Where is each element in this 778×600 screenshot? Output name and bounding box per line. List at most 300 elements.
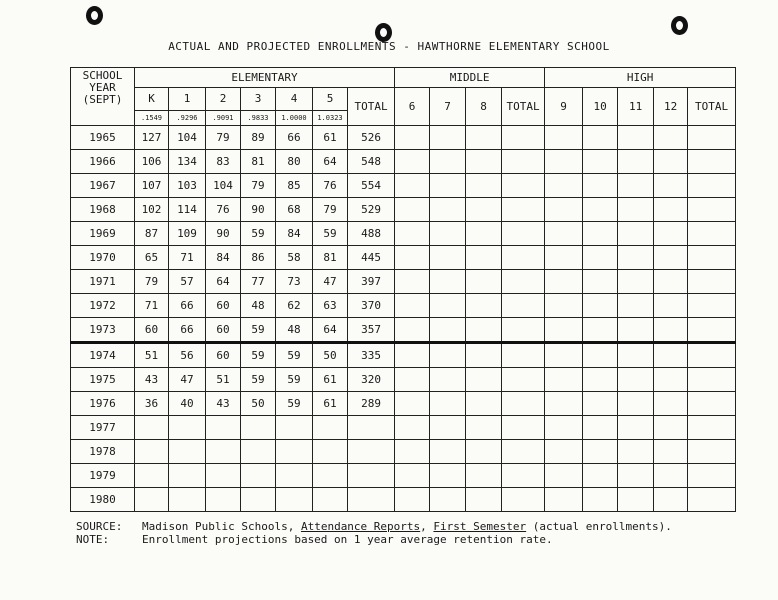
enrollment-cell: 68 <box>276 198 313 222</box>
elementary-total-cell: 526 <box>348 126 395 150</box>
high-cell <box>618 440 654 464</box>
enrollment-cell: 59 <box>276 368 313 392</box>
source-first-semester: First Semester <box>433 520 527 533</box>
enrollment-cell: 103 <box>169 174 206 198</box>
table-row <box>71 440 736 464</box>
high-cell <box>618 126 654 150</box>
table-row <box>71 488 736 512</box>
enrollment-cell <box>276 440 313 464</box>
enrollment-cell: 60 <box>206 294 241 318</box>
elementary-total-cell: 320 <box>348 368 395 392</box>
middle-cell <box>466 368 502 392</box>
year-cell: 1972 <box>71 294 135 318</box>
middle-cell <box>502 150 545 174</box>
elementary-total-cell: 548 <box>348 150 395 174</box>
year-cell: 1974 <box>71 343 135 368</box>
enrollment-cell: 76 <box>313 174 348 198</box>
middle-cell <box>466 198 502 222</box>
high-cell <box>618 294 654 318</box>
enrollment-cell: 61 <box>313 368 348 392</box>
elementary-total-cell: 289 <box>348 392 395 416</box>
high-cell <box>545 343 583 368</box>
enrollment-cell: 79 <box>206 126 241 150</box>
elementary-total-cell <box>348 464 395 488</box>
high-cell <box>583 222 618 246</box>
high-cell <box>654 368 688 392</box>
grade-header: 10 <box>583 88 618 126</box>
middle-cell <box>395 318 430 343</box>
enrollment-cell: 59 <box>276 343 313 368</box>
middle-cell <box>466 294 502 318</box>
source-separator: , <box>420 520 434 533</box>
high-cell <box>654 270 688 294</box>
footer-notes <box>76 520 672 546</box>
middle-cell <box>395 222 430 246</box>
elementary-total-cell <box>348 416 395 440</box>
high-cell <box>583 416 618 440</box>
table-row <box>71 464 736 488</box>
enrollment-cell <box>206 488 241 512</box>
middle-cell <box>395 246 430 270</box>
year-header-line1: SCHOOL <box>82 69 123 82</box>
enrollment-cell: 66 <box>169 294 206 318</box>
middle-cell <box>395 392 430 416</box>
retention-rate: .9091 <box>206 111 241 126</box>
high-cell <box>654 488 688 512</box>
high-cell <box>688 246 736 270</box>
enrollment-cell: 36 <box>135 392 169 416</box>
elementary-total-cell: 357 <box>348 318 395 343</box>
enrollment-cell <box>241 440 276 464</box>
high-cell <box>618 270 654 294</box>
high-cell <box>688 343 736 368</box>
high-cell <box>583 318 618 343</box>
high-cell <box>583 246 618 270</box>
enrollment-cell: 90 <box>206 222 241 246</box>
middle-cell <box>466 392 502 416</box>
middle-cell <box>430 318 466 343</box>
enrollment-cell: 59 <box>313 222 348 246</box>
high-cell <box>618 246 654 270</box>
year-header-line3: (SEPT) <box>82 93 123 106</box>
table-row <box>71 126 736 150</box>
high-cell <box>688 126 736 150</box>
enrollment-cell: 59 <box>241 343 276 368</box>
middle-cell <box>430 246 466 270</box>
enrollment-cell <box>135 464 169 488</box>
enrollment-cell: 60 <box>206 318 241 343</box>
middle-cell <box>430 488 466 512</box>
middle-cell <box>430 270 466 294</box>
high-cell <box>545 222 583 246</box>
enrollment-cell: 102 <box>135 198 169 222</box>
high-cell <box>545 174 583 198</box>
high-cell <box>545 318 583 343</box>
middle-cell <box>502 392 545 416</box>
enrollment-cell <box>241 464 276 488</box>
enrollment-cell: 66 <box>169 318 206 343</box>
high-cell <box>618 392 654 416</box>
grade-header: 4 <box>276 88 313 111</box>
middle-cell <box>430 416 466 440</box>
year-cell: 1967 <box>71 174 135 198</box>
enrollment-cell <box>276 464 313 488</box>
enrollment-table <box>70 67 736 512</box>
year-cell: 1970 <box>71 246 135 270</box>
high-cell <box>583 368 618 392</box>
middle-cell <box>502 440 545 464</box>
middle-cell <box>466 416 502 440</box>
enrollment-cell: 84 <box>206 246 241 270</box>
high-cell <box>688 488 736 512</box>
middle-cell <box>430 150 466 174</box>
enrollment-cell <box>206 416 241 440</box>
high-cell <box>688 150 736 174</box>
grade-header: 8 <box>466 88 502 126</box>
elementary-total-cell <box>348 440 395 464</box>
enrollment-cell: 56 <box>169 343 206 368</box>
enrollment-cell <box>276 416 313 440</box>
elementary-total-cell: 488 <box>348 222 395 246</box>
high-cell <box>654 440 688 464</box>
high-cell <box>583 464 618 488</box>
middle-cell <box>430 126 466 150</box>
high-cell <box>545 270 583 294</box>
enrollment-cell: 73 <box>276 270 313 294</box>
note-text: Enrollment projections based on 1 year average retention rate. <box>142 533 553 546</box>
middle-cell <box>430 368 466 392</box>
enrollment-cell: 80 <box>276 150 313 174</box>
enrollment-cell: 65 <box>135 246 169 270</box>
grade-header: 11 <box>618 88 654 126</box>
enrollment-cell: 106 <box>135 150 169 174</box>
elementary-total-header: TOTAL <box>348 88 395 126</box>
table-row <box>71 198 736 222</box>
high-cell <box>654 126 688 150</box>
enrollment-cell <box>206 464 241 488</box>
enrollment-cell: 60 <box>206 343 241 368</box>
year-cell: 1971 <box>71 270 135 294</box>
table-row <box>71 150 736 174</box>
middle-cell <box>466 246 502 270</box>
high-cell <box>583 270 618 294</box>
enrollment-cell: 40 <box>169 392 206 416</box>
high-cell <box>618 174 654 198</box>
high-cell <box>545 488 583 512</box>
source-suffix: (actual enrollments). <box>526 520 672 533</box>
middle-cell <box>430 464 466 488</box>
middle-cell <box>395 174 430 198</box>
middle-cell <box>430 343 466 368</box>
enrollment-cell: 60 <box>135 318 169 343</box>
grade-header: 5 <box>313 88 348 111</box>
enrollment-cell: 66 <box>276 126 313 150</box>
group-high: HIGH <box>545 68 736 88</box>
high-cell <box>545 440 583 464</box>
table-row <box>71 318 736 343</box>
high-cell <box>583 488 618 512</box>
retention-rate: 1.0000 <box>276 111 313 126</box>
enrollment-cell: 81 <box>241 150 276 174</box>
high-cell <box>545 294 583 318</box>
enrollment-cell: 63 <box>313 294 348 318</box>
enrollment-cell <box>241 416 276 440</box>
enrollment-cell <box>313 440 348 464</box>
middle-cell <box>502 294 545 318</box>
middle-cell <box>502 464 545 488</box>
high-cell <box>688 222 736 246</box>
elementary-total-cell: 554 <box>348 174 395 198</box>
source-attendance-reports: Attendance Reports <box>300 520 421 533</box>
enrollment-cell: 79 <box>241 174 276 198</box>
enrollment-cell <box>135 440 169 464</box>
table-row <box>71 174 736 198</box>
page-title: ACTUAL AND PROJECTED ENROLLMENTS - HAWTHORNE ELEMENTARY SCHOOL <box>168 40 610 53</box>
elementary-total-cell <box>348 488 395 512</box>
enrollment-cell: 50 <box>241 392 276 416</box>
year-cell: 1979 <box>71 464 135 488</box>
year-cell: 1976 <box>71 392 135 416</box>
enrollment-cell: 59 <box>241 318 276 343</box>
high-cell <box>654 246 688 270</box>
high-cell <box>545 246 583 270</box>
enrollment-cell <box>313 464 348 488</box>
table-row <box>71 343 736 368</box>
enrollment-cell: 71 <box>135 294 169 318</box>
elementary-total-cell: 529 <box>348 198 395 222</box>
middle-cell <box>395 294 430 318</box>
year-cell: 1966 <box>71 150 135 174</box>
retention-rate: .9296 <box>169 111 206 126</box>
enrollment-cell: 86 <box>241 246 276 270</box>
middle-cell <box>466 440 502 464</box>
enrollment-cell <box>276 488 313 512</box>
enrollment-cell: 58 <box>276 246 313 270</box>
middle-cell <box>502 198 545 222</box>
middle-cell <box>395 368 430 392</box>
table-row <box>71 270 736 294</box>
source-text <box>142 520 672 533</box>
middle-cell <box>395 440 430 464</box>
year-cell: 1973 <box>71 318 135 343</box>
middle-cell <box>395 488 430 512</box>
middle-total-header: TOTAL <box>502 88 545 126</box>
middle-cell <box>395 270 430 294</box>
high-cell <box>583 150 618 174</box>
enrollment-cell <box>169 464 206 488</box>
high-cell <box>618 368 654 392</box>
enrollment-cell: 43 <box>206 392 241 416</box>
high-cell <box>688 464 736 488</box>
enrollment-cell: 107 <box>135 174 169 198</box>
high-cell <box>688 174 736 198</box>
year-cell: 1978 <box>71 440 135 464</box>
enrollment-cell: 71 <box>169 246 206 270</box>
middle-cell <box>502 246 545 270</box>
punch-hole-right <box>671 16 688 35</box>
middle-cell <box>502 270 545 294</box>
enrollment-cell <box>169 416 206 440</box>
table-row <box>71 294 736 318</box>
high-cell <box>545 150 583 174</box>
middle-cell <box>502 368 545 392</box>
enrollment-cell: 59 <box>276 392 313 416</box>
high-cell <box>545 416 583 440</box>
middle-cell <box>466 150 502 174</box>
year-cell: 1977 <box>71 416 135 440</box>
high-cell <box>654 392 688 416</box>
enrollment-cell: 104 <box>206 174 241 198</box>
middle-cell <box>502 222 545 246</box>
grade-header: 2 <box>206 88 241 111</box>
high-cell <box>654 174 688 198</box>
enrollment-cell: 59 <box>241 368 276 392</box>
enrollment-cell <box>135 488 169 512</box>
enrollment-cell: 51 <box>206 368 241 392</box>
middle-cell <box>502 174 545 198</box>
table-row <box>71 416 736 440</box>
high-cell <box>583 126 618 150</box>
enrollment-cell: 87 <box>135 222 169 246</box>
note-line <box>76 533 672 546</box>
high-cell <box>545 392 583 416</box>
elementary-total-cell: 335 <box>348 343 395 368</box>
grade-header: 12 <box>654 88 688 126</box>
high-cell <box>688 368 736 392</box>
high-cell <box>688 440 736 464</box>
enrollment-cell <box>169 440 206 464</box>
high-cell <box>688 416 736 440</box>
year-cell: 1975 <box>71 368 135 392</box>
source-label: SOURCE: <box>76 520 123 533</box>
enrollment-cell: 79 <box>135 270 169 294</box>
year-cell: 1968 <box>71 198 135 222</box>
table-row <box>71 246 736 270</box>
retention-rate: .9833 <box>241 111 276 126</box>
year-cell: 1980 <box>71 488 135 512</box>
high-cell <box>688 294 736 318</box>
enrollment-cell: 104 <box>169 126 206 150</box>
high-cell <box>545 126 583 150</box>
middle-cell <box>502 343 545 368</box>
enrollment-cell <box>206 440 241 464</box>
high-cell <box>618 198 654 222</box>
middle-cell <box>395 416 430 440</box>
grade-header: 9 <box>545 88 583 126</box>
high-cell <box>654 318 688 343</box>
high-cell <box>618 150 654 174</box>
year-cell: 1965 <box>71 126 135 150</box>
high-cell <box>688 270 736 294</box>
middle-cell <box>395 150 430 174</box>
high-cell <box>618 416 654 440</box>
enrollment-cell: 48 <box>276 318 313 343</box>
high-total-header: TOTAL <box>688 88 736 126</box>
high-cell <box>545 198 583 222</box>
high-cell <box>583 294 618 318</box>
middle-cell <box>466 464 502 488</box>
middle-cell <box>502 416 545 440</box>
year-column-header <box>71 68 135 126</box>
high-cell <box>654 222 688 246</box>
year-header-line2: YEAR <box>89 81 116 94</box>
high-cell <box>654 294 688 318</box>
enrollment-cell <box>241 488 276 512</box>
middle-cell <box>430 198 466 222</box>
year-cell: 1969 <box>71 222 135 246</box>
enrollment-cell: 84 <box>276 222 313 246</box>
elementary-total-cell: 370 <box>348 294 395 318</box>
enrollment-cell: 77 <box>241 270 276 294</box>
high-cell <box>583 440 618 464</box>
enrollment-cell: 81 <box>313 246 348 270</box>
enrollment-cell: 43 <box>135 368 169 392</box>
middle-cell <box>430 174 466 198</box>
middle-cell <box>466 343 502 368</box>
table-row <box>71 368 736 392</box>
high-cell <box>688 318 736 343</box>
middle-cell <box>466 126 502 150</box>
high-cell <box>618 464 654 488</box>
enrollment-cell: 59 <box>241 222 276 246</box>
enrollment-cell: 50 <box>313 343 348 368</box>
enrollment-cell: 90 <box>241 198 276 222</box>
high-cell <box>545 368 583 392</box>
middle-cell <box>502 126 545 150</box>
enrollment-cell: 61 <box>313 392 348 416</box>
punch-hole-left <box>86 6 103 25</box>
table-row <box>71 222 736 246</box>
enrollment-cell <box>313 488 348 512</box>
middle-cell <box>466 174 502 198</box>
group-elementary: ELEMENTARY <box>135 68 395 88</box>
source-line <box>76 520 672 533</box>
enrollment-cell: 64 <box>206 270 241 294</box>
middle-cell <box>430 222 466 246</box>
enrollment-cell: 109 <box>169 222 206 246</box>
high-cell <box>654 464 688 488</box>
middle-cell <box>502 318 545 343</box>
enrollment-cell <box>135 416 169 440</box>
middle-cell <box>395 343 430 368</box>
note-label: NOTE: <box>76 533 110 546</box>
retention-rate: .1549 <box>135 111 169 126</box>
high-cell <box>688 392 736 416</box>
enrollment-cell <box>169 488 206 512</box>
middle-cell <box>466 270 502 294</box>
high-cell <box>545 464 583 488</box>
middle-cell <box>430 440 466 464</box>
grade-header: K <box>135 88 169 111</box>
enrollment-cell: 47 <box>313 270 348 294</box>
middle-cell <box>466 318 502 343</box>
middle-cell <box>502 488 545 512</box>
high-cell <box>618 222 654 246</box>
high-cell <box>583 198 618 222</box>
enrollment-cell: 89 <box>241 126 276 150</box>
middle-cell <box>395 198 430 222</box>
high-cell <box>618 343 654 368</box>
high-cell <box>688 198 736 222</box>
enrollment-cell: 64 <box>313 150 348 174</box>
elementary-total-cell: 445 <box>348 246 395 270</box>
table-row <box>71 392 736 416</box>
middle-cell <box>430 294 466 318</box>
enrollment-cell: 47 <box>169 368 206 392</box>
high-cell <box>583 343 618 368</box>
high-cell <box>583 174 618 198</box>
enrollment-cell: 127 <box>135 126 169 150</box>
